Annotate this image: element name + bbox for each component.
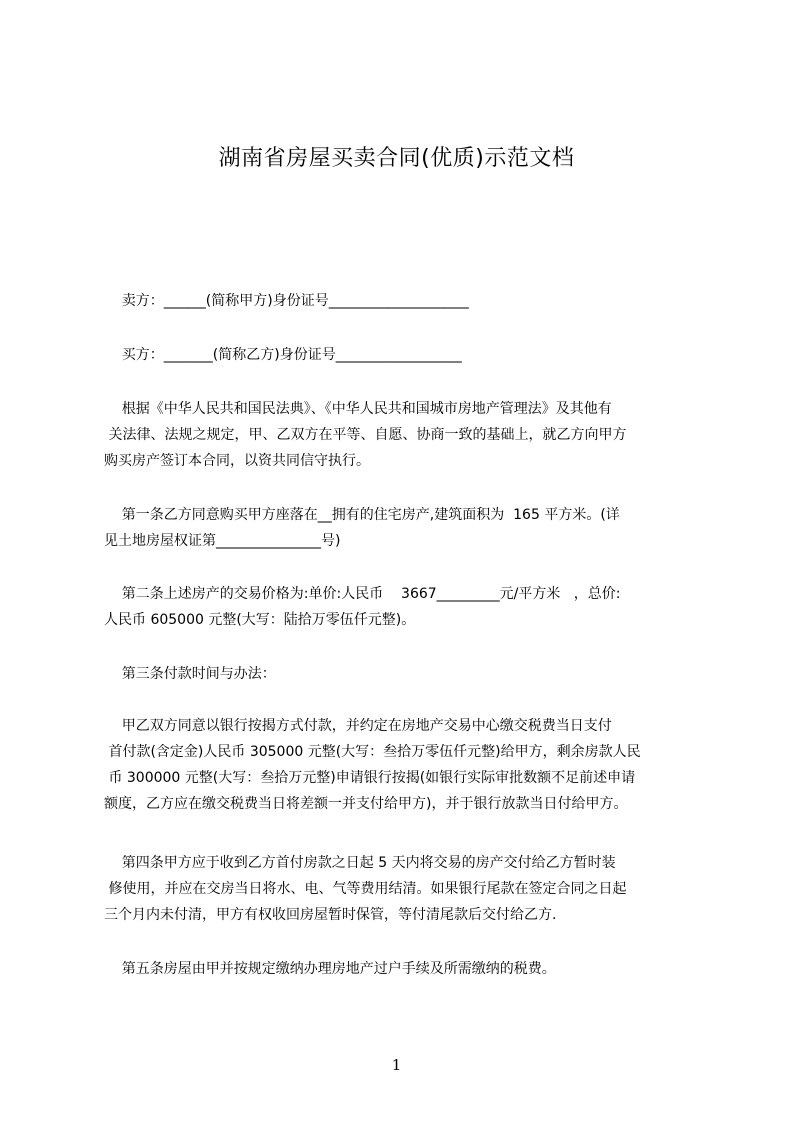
article-2-line-2: 人民币 605000 元整(大写：陆拾万零伍仟元整)。 bbox=[104, 612, 416, 628]
article-4-line-2: 修使用，并应在交房当日将水、电、气等费用结清。如果银行尾款在签定合同之日起 bbox=[104, 881, 627, 897]
article-4-line-3: 三个月内未付清，甲方有权收回房屋暂时保管，等付清尾款后交付给乙方. bbox=[104, 907, 557, 923]
payment-line-3: 币 300000 元整(大写：叁拾万元整)申请银行按揭(如银行实际审批数额不足前述申请 bbox=[104, 770, 636, 786]
article-1-line-1: 第一条乙方同意购买甲方座落在__拥有的住宅房产,建筑面积为 165 平方米。(详 bbox=[104, 507, 620, 523]
preamble-line-3: 购买房产签订本合同，以资共同信守执行。 bbox=[104, 453, 370, 469]
page-number: 1 bbox=[391, 1056, 402, 1074]
article-5-line-1: 第五条房屋由甲并按规定缴纳办理房地产过户手续及所需缴纳的税费。 bbox=[104, 961, 556, 977]
article-4-line-1: 第四条甲方应于收到乙方首付房款之日起 5 天内将交易的房产交付给乙方暂时装 bbox=[104, 855, 616, 871]
article-2-line-1: 第二条上述房产的交易价格为:单价:人民币 3667_________元/平方米 ，总价: bbox=[104, 586, 621, 602]
preamble-line-1: 根据《中华人民共和国民法典》、《中华人民共和国城市房地产管理法》及其他有 bbox=[104, 401, 612, 417]
buyer-line: 买方：_______(简称乙方)身份证号__________________ bbox=[104, 347, 462, 363]
payment-line-2: 首付款(含定金)人民币 305000 元整(大写：叁拾万零伍仟元整)给甲方，剩余房款人民 bbox=[104, 744, 641, 760]
article-3-heading: 第三条付款时间与办法： bbox=[104, 666, 276, 682]
seller-line: 卖方：______(简称甲方)身份证号____________________ bbox=[104, 293, 469, 309]
payment-line-1: 甲乙双方同意以银行按揭方式付款，并约定在房地产交易中心缴交税费当日支付 bbox=[104, 718, 612, 734]
payment-line-4: 额度，乙方应在缴交税费当日将差额一并支付给甲方)，并于银行放款当日付给甲方。 bbox=[104, 796, 628, 812]
preamble-line-2: 关法律、法规之规定，甲、乙双方在平等、自愿、协商一致的基础上，就乙方向甲方 bbox=[104, 427, 627, 443]
article-1-line-2: 见土地房屋权证第_______________号) bbox=[104, 533, 341, 549]
document-title: 湖南省房屋买卖合同(优质)示范文档 bbox=[218, 146, 575, 171]
